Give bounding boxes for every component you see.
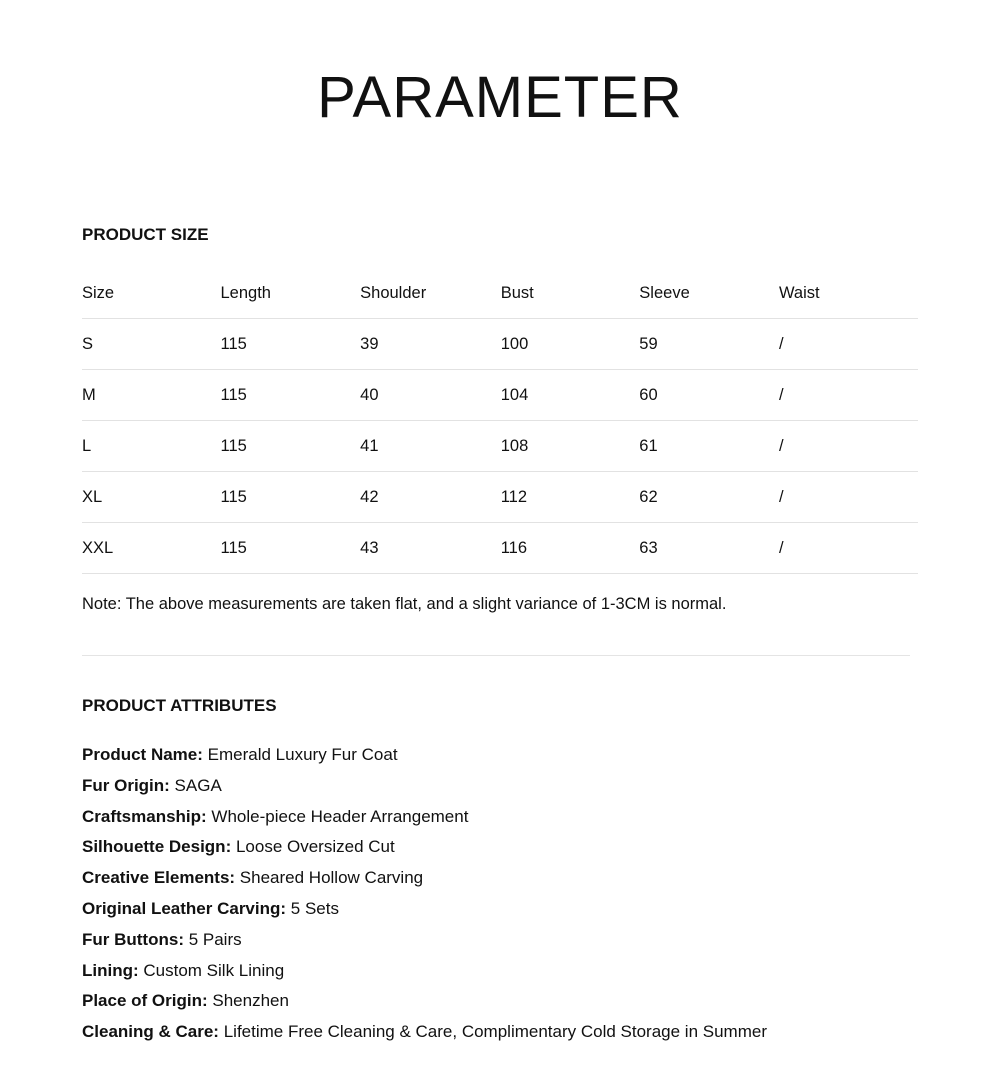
- table-cell: 63: [639, 523, 779, 574]
- table-cell: 59: [639, 319, 779, 370]
- attribute-item-silhouette-design: [82, 834, 767, 865]
- attribute-item-product-name: [82, 742, 767, 773]
- table-cell: XXL: [82, 523, 221, 574]
- attribute-label: Place of Origin:: [82, 991, 208, 1011]
- table-cell: 115: [221, 319, 361, 370]
- attribute-label: Silhouette Design:: [82, 837, 232, 857]
- attribute-value: Custom Silk Lining: [138, 960, 285, 980]
- attribute-item-creative-elements: [82, 865, 767, 896]
- table-cell: 115: [221, 472, 361, 523]
- table-cell: /: [779, 319, 918, 370]
- table-cell: S: [82, 319, 221, 370]
- table-cell: 43: [360, 523, 501, 574]
- table-cell: 100: [501, 319, 640, 370]
- attribute-value: 5 Pairs: [183, 929, 242, 949]
- attributes-list: [82, 742, 767, 1050]
- table-cell: 115: [221, 370, 361, 421]
- attribute-item-leather-carving: [82, 896, 767, 927]
- table-cell: 115: [221, 421, 361, 472]
- attribute-value: SAGA: [169, 775, 222, 795]
- attribute-label: Lining:: [82, 960, 139, 980]
- table-row: [82, 319, 918, 370]
- table-row: [82, 523, 918, 574]
- attribute-item-craftsmanship: [82, 804, 767, 835]
- attribute-label: Creative Elements:: [82, 868, 236, 888]
- section-divider: [82, 655, 910, 656]
- table-cell: /: [779, 472, 918, 523]
- table-row: [82, 421, 918, 472]
- attribute-label: Cleaning & Care:: [82, 1022, 219, 1042]
- attribute-label: Product Name:: [82, 745, 203, 764]
- table-cell: /: [779, 523, 918, 574]
- column-header-bust: Bust: [501, 268, 640, 319]
- table-cell: XL: [82, 472, 221, 523]
- table-cell: 115: [221, 523, 361, 574]
- table-cell: 60: [639, 370, 779, 421]
- column-header-length: Length: [221, 268, 361, 319]
- attribute-value: 5 Sets: [286, 898, 339, 918]
- attribute-item-place-of-origin: [82, 988, 767, 1019]
- attribute-value: Emerald Luxury Fur Coat: [202, 745, 398, 764]
- table-cell: 39: [360, 319, 501, 370]
- attribute-label: Fur Origin:: [82, 775, 170, 795]
- column-header-size: Size: [82, 268, 221, 319]
- table-row: [82, 370, 918, 421]
- table-cell: 116: [501, 523, 640, 574]
- table-cell: 40: [360, 370, 501, 421]
- table-cell: 62: [639, 472, 779, 523]
- table-row: [82, 472, 918, 523]
- attribute-value: Sheared Hollow Carving: [235, 868, 424, 888]
- table-cell: 61: [639, 421, 779, 472]
- table-cell: /: [779, 370, 918, 421]
- attribute-label: Original Leather Carving:: [82, 898, 287, 918]
- attribute-item-fur-buttons: [82, 927, 767, 958]
- column-header-waist: Waist: [779, 268, 918, 319]
- attribute-label: Craftsmanship:: [82, 806, 207, 826]
- column-header-shoulder: Shoulder: [360, 268, 501, 319]
- attribute-item-lining: [82, 958, 767, 989]
- attribute-item-cleaning-care: [82, 1019, 767, 1050]
- table-cell: /: [779, 421, 918, 472]
- table-cell: 108: [501, 421, 640, 472]
- attribute-value: Shenzhen: [207, 991, 289, 1011]
- attribute-item-fur-origin: [82, 773, 767, 804]
- attribute-value: Lifetime Free Cleaning & Care, Complimentary Cold Storage in Summer: [218, 1022, 767, 1042]
- table-header-row: [82, 268, 918, 319]
- attribute-value: Whole-piece Header Arrangement: [206, 806, 469, 826]
- page-title: PARAMETER: [317, 65, 683, 130]
- attribute-value: Loose Oversized Cut: [231, 837, 395, 857]
- table-cell: M: [82, 370, 221, 421]
- table-cell: 104: [501, 370, 640, 421]
- size-table: [82, 268, 918, 574]
- table-cell: 112: [501, 472, 640, 523]
- attribute-label: Fur Buttons:: [82, 929, 184, 949]
- table-cell: 41: [360, 421, 501, 472]
- measurement-note: Note: The above measurements are taken flat, and a slight variance of 1-3CM is normal.: [82, 595, 727, 613]
- product-attributes-heading: PRODUCT ATTRIBUTES: [82, 696, 277, 715]
- column-header-sleeve: Sleeve: [639, 268, 779, 319]
- product-size-heading: PRODUCT SIZE: [82, 225, 209, 244]
- table-cell: 42: [360, 472, 501, 523]
- table-cell: L: [82, 421, 221, 472]
